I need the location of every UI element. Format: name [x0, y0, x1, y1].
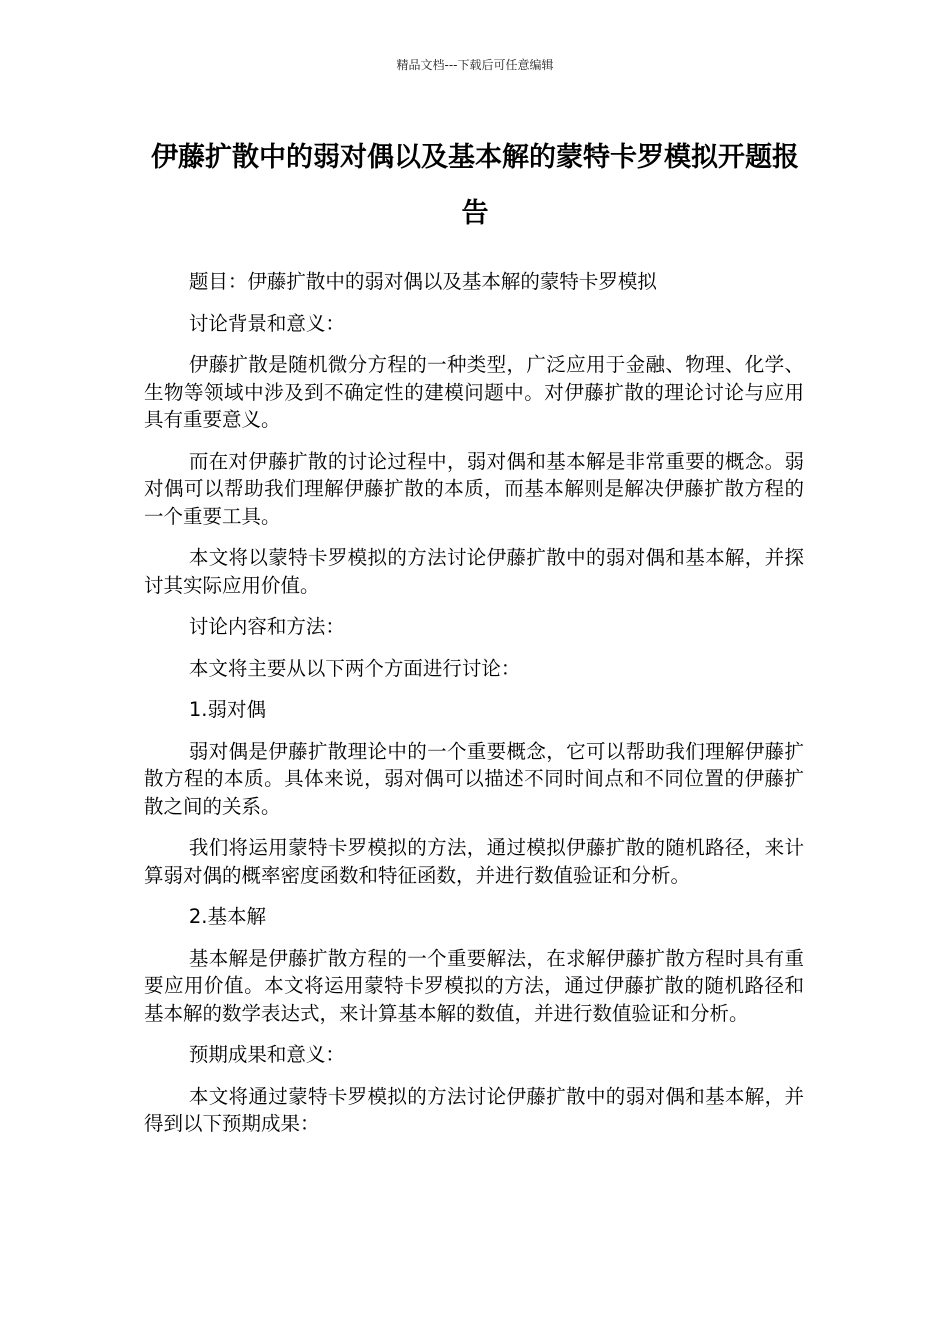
paragraph-weak-duality-1: 弱对偶是伊藤扩散理论中的一个重要概念，它可以帮助我们理解伊藤扩散方程的本质。具体来说，弱对偶可以描述不同时间点和不同位置的伊藤扩散之间的关系。	[144, 739, 804, 818]
subheading-weak-duality: 1.弱对偶	[188, 698, 266, 721]
paragraph-topic: 题目：伊藤扩散中的弱对偶以及基本解的蒙特卡罗模拟	[188, 270, 657, 293]
section-heading-background: 讨论背景和意义：	[188, 311, 345, 335]
section-heading-expected-results: 预期成果和意义：	[188, 1043, 345, 1066]
subheading-fundamental-solution: 2.基本解	[188, 905, 266, 928]
paragraph-background-1: 伊藤扩散是随机微分方程的一种类型，广泛应用于金融、物理、化学、生物等领域中涉及到不确定性的建模问题中。对伊藤扩散的理论讨论与应用具有重要意义。	[144, 353, 804, 431]
paragraph-background-3: 本文将以蒙特卡罗模拟的方法讨论伊藤扩散中的弱对偶和基本解，并探讨其实际应用价值。	[144, 546, 804, 597]
section-heading-content-method: 讨论内容和方法：	[188, 615, 345, 638]
paragraph-weak-duality-2: 我们将运用蒙特卡罗模拟的方法，通过模拟伊藤扩散的随机路径，来计算弱对偶的概率密度函数和特征函数，并进行数值验证和分析。	[144, 836, 804, 887]
paragraph-content-intro: 本文将主要从以下两个方面进行讨论：	[188, 656, 521, 680]
paragraph-fundamental-solution: 基本解是伊藤扩散方程的一个重要解法，在求解伊藤扩散方程时具有重要应用价值。本文将运用蒙特卡罗模拟的方法，通过伊藤扩散的随机路径和基本解的数学表达式，来计算基本解的数值，并进行数值验证和分析。	[144, 946, 804, 1025]
paragraph-expected-results: 本文将通过蒙特卡罗模拟的方法讨论伊藤扩散中的弱对偶和基本解，并得到以下预期成果：	[144, 1084, 804, 1135]
document-title: 伊藤扩散中的弱对偶以及基本解的蒙特卡罗模拟开题报告	[151, 142, 799, 229]
paragraph-background-2: 而在对伊藤扩散的讨论过程中，弱对偶和基本解是非常重要的概念。弱对偶可以帮助我们理解伊藤扩散的本质，而基本解则是解决伊藤扩散方程的一个重要工具。	[144, 449, 804, 528]
document-body	[144, 268, 804, 1152]
page-header: 精品文档---下载后可任意编辑	[396, 58, 554, 72]
